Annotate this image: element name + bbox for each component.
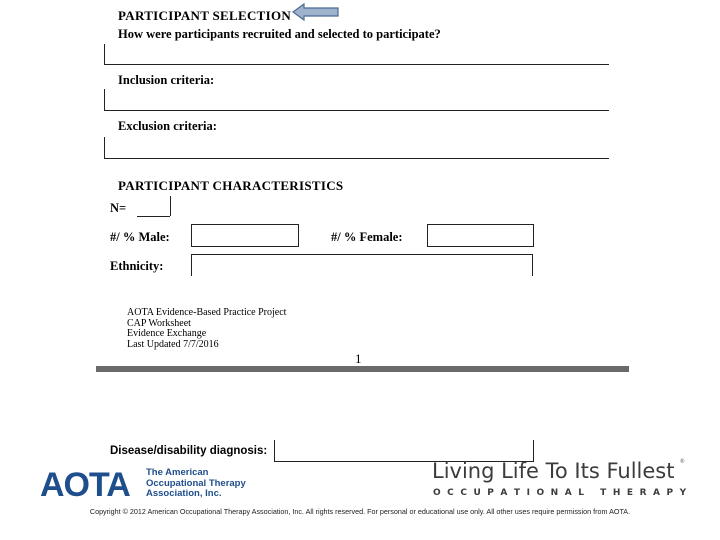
footer-line-worksheet: CAP Worksheet [127, 317, 191, 329]
inclusion-box-left [104, 89, 105, 110]
n-label: N= [110, 201, 127, 215]
aota-logo-subtext [146, 468, 246, 500]
worksheet-footer [127, 308, 286, 350]
copyright-notice: Copyright © 2012 American Occupational Therapy Association, Inc. All rights reserved. For personal or educational use only. All other uses require permission from AOTA. [89, 507, 631, 516]
exclusion-answer-line[interactable] [104, 158, 609, 159]
recruitment-question: How were participants recruited and selected to participate? [118, 27, 441, 41]
recruitment-answer-line[interactable] [104, 64, 609, 65]
aota-logo [40, 466, 285, 502]
diagnosis-label: Disease/disability diagnosis: [110, 445, 268, 457]
inclusion-criteria-label: Inclusion criteria: [118, 73, 215, 87]
male-label: #/ % Male: [110, 230, 170, 244]
ethnicity-answer-top[interactable] [191, 254, 532, 255]
male-answer-box[interactable] [191, 224, 299, 247]
footer-line-exchange: Evidence Exchange [127, 328, 207, 339]
diagnosis-box-left-top [274, 440, 275, 461]
female-label: #/ % Female: [331, 230, 403, 244]
ethnicity-box-left [191, 254, 192, 276]
exclusion-criteria-label: Exclusion criteria: [118, 119, 217, 133]
female-answer-box[interactable] [427, 224, 534, 247]
page-separator [96, 366, 629, 372]
tagline-subtitle: O C C U P A T I O N A L T H E R A P Y [433, 488, 688, 498]
inclusion-answer-line[interactable] [104, 110, 609, 111]
ethnicity-box-right [532, 254, 533, 276]
participant-characteristics-heading: PARTICIPANT CHARACTERISTICS [118, 178, 344, 193]
footer-line-updated: Last Updated 7/7/2016 [127, 338, 219, 350]
tagline: Living Life To Its Fullest [432, 459, 675, 483]
page-number: 1 [355, 351, 362, 366]
n-box-right [170, 196, 171, 216]
recruitment-answer-box-left [104, 44, 105, 64]
footer-line-project: AOTA Evidence-Based Practice Project [127, 307, 287, 318]
registered-mark: ® [680, 459, 685, 465]
aota-sub-line2: Occupational Therapy [146, 477, 246, 489]
left-arrow-icon [292, 3, 340, 21]
aota-sub-line3: Association, Inc. [146, 488, 222, 499]
aota-logo-text: AOTA [40, 466, 130, 500]
n-answer-line[interactable] [137, 216, 170, 217]
ethnicity-label: Ethnicity: [110, 259, 164, 273]
aota-logo-mark [40, 466, 142, 500]
exclusion-box-left [104, 137, 105, 158]
participant-selection-heading: PARTICIPANT SELECTION [118, 8, 292, 23]
aota-sub-line1: The American [146, 467, 209, 478]
